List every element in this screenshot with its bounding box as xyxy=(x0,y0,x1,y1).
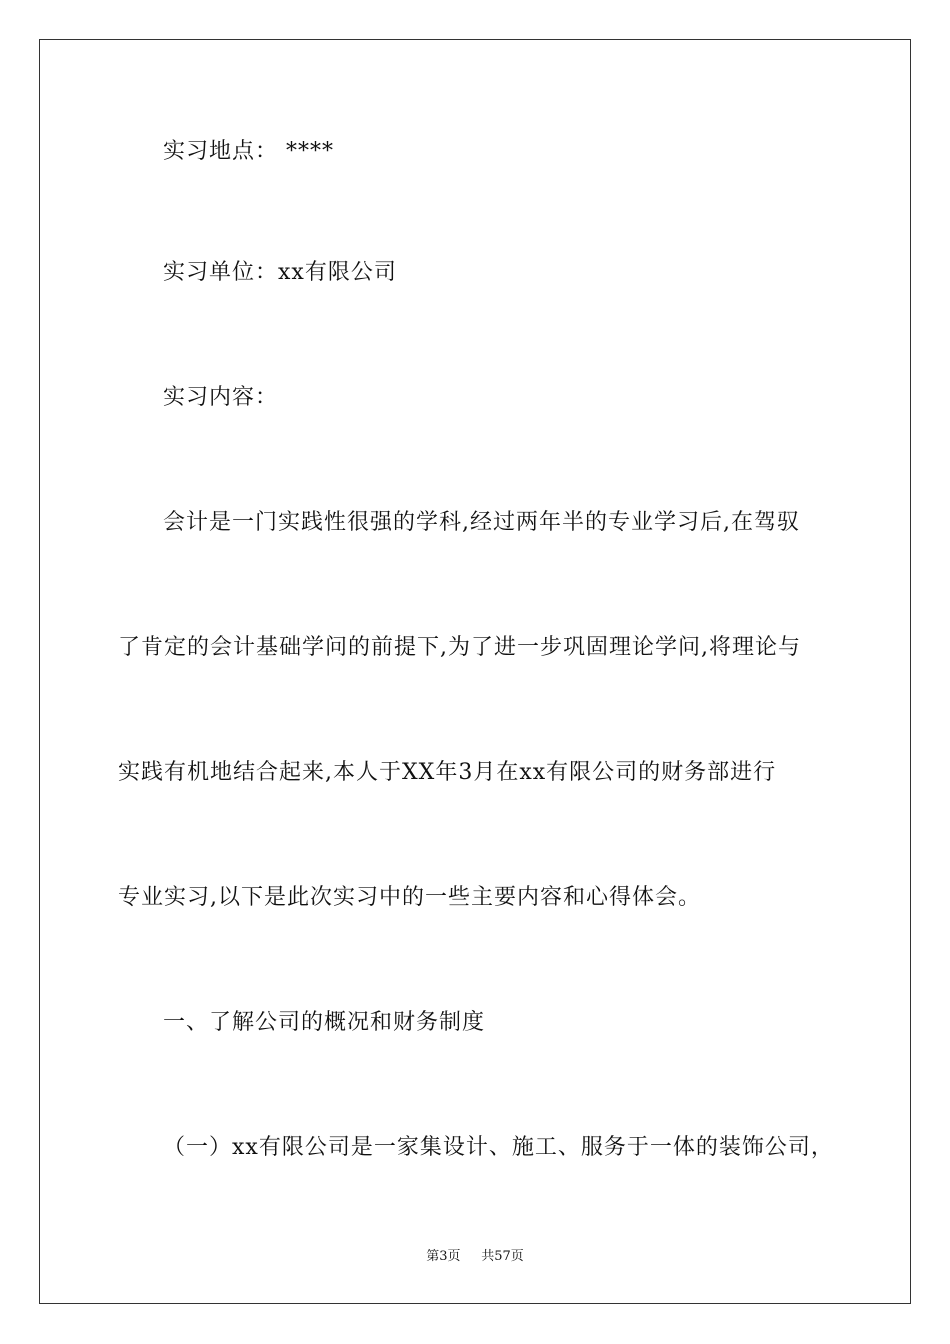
section-heading: 一、了解公司的概况和财务制度 xyxy=(163,1010,486,1035)
subsection-line: （一）xx有限公司是一家集设计、施工、服务于一体的装饰公司， xyxy=(163,1135,834,1160)
internship-content-label: 实习内容： xyxy=(163,385,279,410)
paragraph-line-3: 实践有机地结合起来,本人于XX年3月在xx有限公司的财务部进行 xyxy=(118,760,777,785)
paragraph-line-2: 了肯定的会计基础学问的前提下,为了进一步巩固理论学问,将理论与 xyxy=(118,635,801,660)
page-number: 第3页 xyxy=(426,1249,461,1264)
internship-location-line: 实习地点： **** xyxy=(163,139,334,164)
paragraph-line-1: 会计是一门实践性很强的学科,经过两年半的专业学习后,在驾驭 xyxy=(163,510,800,535)
page-border xyxy=(39,39,911,1304)
page-footer xyxy=(0,1248,950,1266)
internship-unit-line: 实习单位：xx有限公司 xyxy=(163,260,397,285)
paragraph-line-4: 专业实习,以下是此次实习中的一些主要内容和心得体会。 xyxy=(118,885,701,910)
page-total: 共57页 xyxy=(481,1249,524,1264)
